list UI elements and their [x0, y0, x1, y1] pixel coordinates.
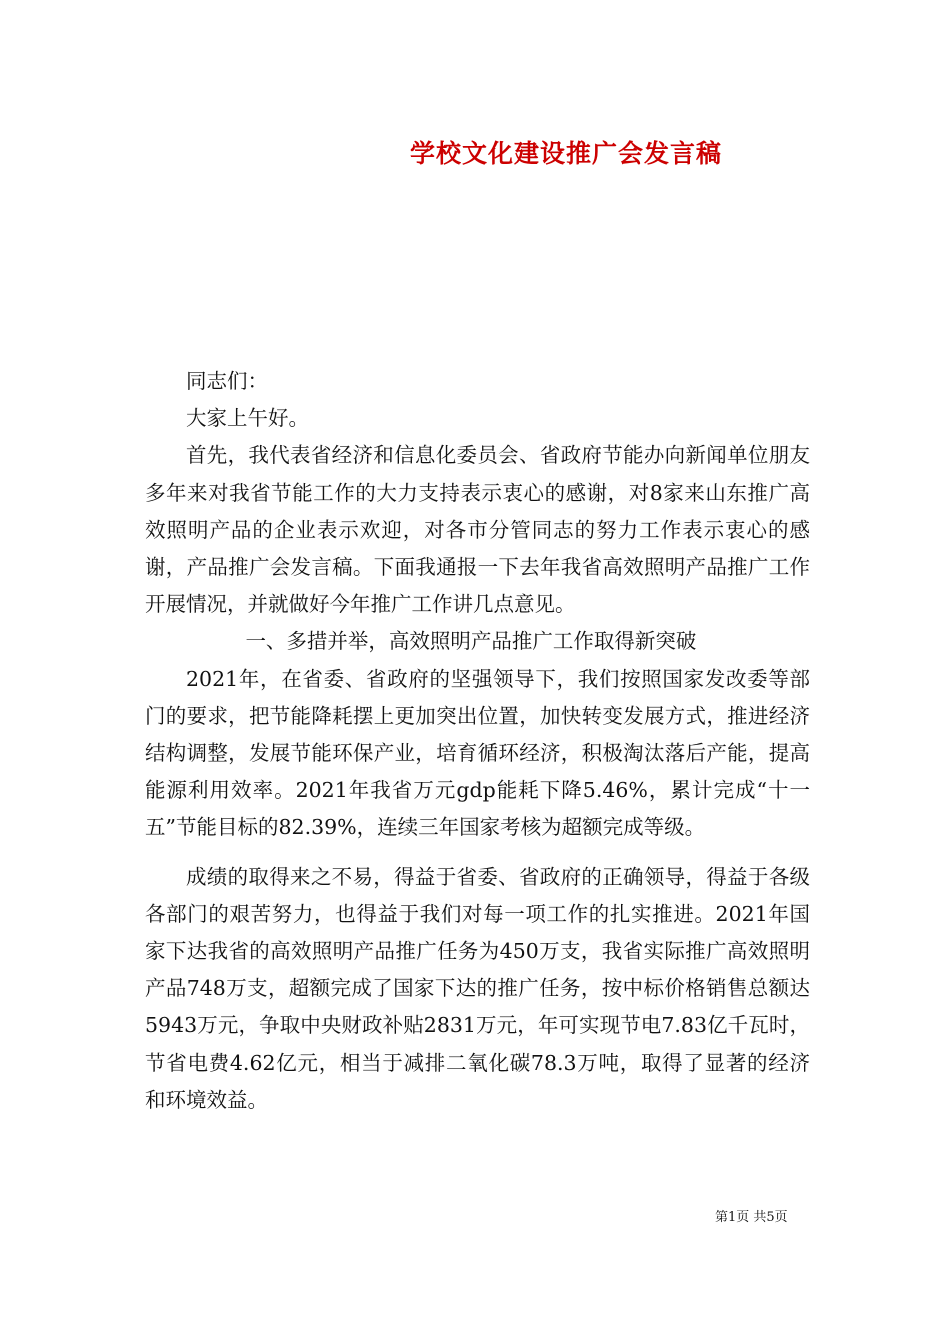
page-number-footer: 第1页 共5页	[715, 1210, 788, 1225]
document-title: 学校文化建设推广会发言稿	[410, 139, 723, 168]
paragraph-achievements: 2021年，在省委、省政府的坚强领导下，我们按照国家发改委等部门的要求，把节能降耗摆上更加突出位置，加快转变发展方式，推进经济结构调整，发展节能环保产业，培育循环经济，积极淘汰落后产能，提高能源利用效率。2021年我省万元gdp能耗下降5.46%，累计完成“十一五”节能目标的82.39%，连续三年国家考核为超额完成等级。	[145, 666, 810, 840]
salutation: 同志们：	[186, 369, 268, 393]
document-body	[145, 363, 810, 1119]
paragraph-results: 成绩的取得来之不易，得益于省委、省政府的正确领导，得益于各级各部门的艰苦努力，也得益于我们对每一项工作的扎实推进。2021年国家下达我省的高效照明产品推广任务为450万支，我省实际推广高效照明产品748万支，超额完成了国家下达的推广任务，按中标价格销售总额达5943万元，争取中央财政补贴2831万元，年可实现节电7.83亿千瓦时，节省电费4.62亿元，相当于减排二氧化碳78.3万吨，取得了显著的经济和环境效益。	[145, 864, 810, 1112]
greeting: 大家上午好。	[186, 406, 309, 431]
paragraph-thanks: 首先，我代表省经济和信息化委员会、省政府节能办向新闻单位朋友多年来对我省节能工作的大力支持表示衷心的感谢，对8家来山东推广高效照明产品的企业表示欢迎，对各市分管同志的努力工作表示衷心的感谢，产品推广会发言稿。下面我通报一下去年我省高效照明产品推广工作开展情况，并就做好今年推广工作讲几点意见。	[145, 443, 810, 617]
section-heading: 一、多措并举，高效照明产品推广工作取得新突破	[245, 629, 697, 654]
